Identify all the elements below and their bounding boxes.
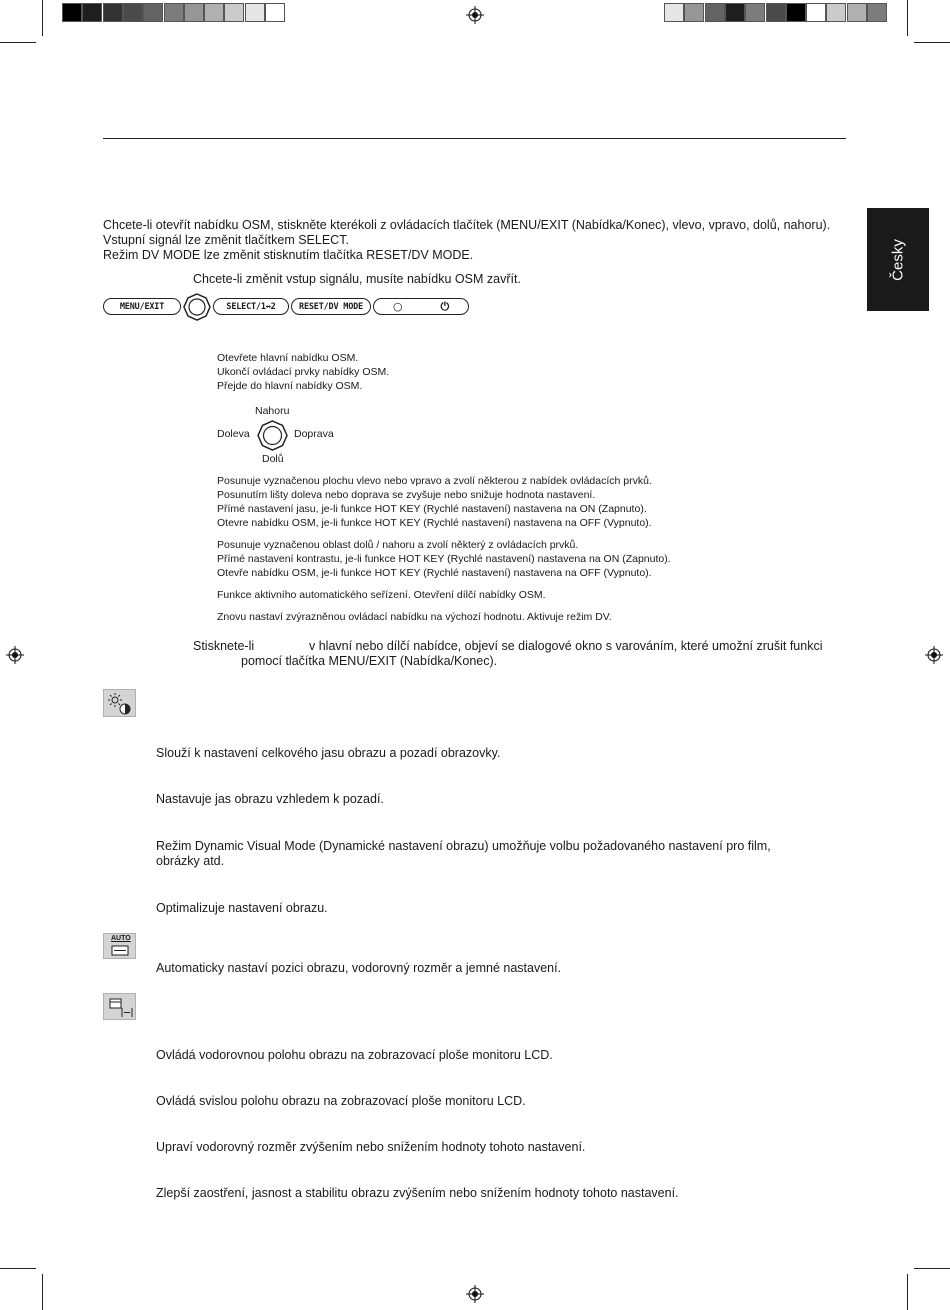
- auto-contrast-desc: Optimalizuje nastavení obrazu.: [156, 901, 328, 915]
- crop-mark: [0, 42, 36, 43]
- up-down-desc: Přímé nastavení kontrastu, je-li funkce HOT KEY (Rychlé nastavení) nastavena na ON (Zapnuto).: [217, 553, 671, 565]
- warning-text: v hlavní nebo dílčí nabídce, objeví se dialogové okno s varováním, které umožní zrušit funkci: [309, 639, 823, 653]
- crop-mark: [42, 1274, 43, 1310]
- color-swatch: [684, 3, 704, 22]
- color-swatch: [664, 3, 684, 22]
- crop-mark: [907, 0, 908, 36]
- color-bar-right: [664, 0, 888, 24]
- menu-exit-desc: Otevřete hlavní nabídku OSM.: [217, 352, 359, 364]
- color-swatch: [245, 3, 265, 22]
- language-tab: [867, 208, 929, 311]
- power-button-icon[interactable]: ⏻: [440, 299, 449, 313]
- color-bar-left: [62, 0, 286, 24]
- warning-text: pomocí tlačítka MENU/EXIT (Nabídka/Konec).: [241, 654, 498, 668]
- crop-mark: [42, 0, 43, 36]
- crop-mark: [914, 42, 950, 43]
- auto-icon-label: AUTO: [111, 935, 131, 942]
- brightness-desc: Slouží k nastavení celkového jasu obrazu a pozadí obrazovky.: [156, 746, 501, 760]
- menu-exit-desc: Přejde do hlavní nabídky OSM.: [217, 380, 363, 392]
- registration-mark-icon: [466, 1285, 484, 1303]
- left-right-desc: Otevre nabídku OSM, je-li funkce HOT KEY (Rychlé nastavení) nastavena na OFF (Vypnuto).: [217, 517, 652, 529]
- color-swatch: [705, 3, 725, 22]
- reset-dv-mode-button[interactable]: RESET/DV MODE: [291, 298, 371, 315]
- color-swatch: [806, 3, 826, 22]
- color-swatch: [103, 3, 123, 22]
- image-position-icon: [103, 993, 136, 1020]
- dpad-up-label: Nahoru: [255, 405, 290, 417]
- left-right-desc: Přímé nastavení jasu, je-li funkce HOT KEY (Rychlé nastavení) nastavena na ON (Zapnuto).: [217, 503, 647, 515]
- intro-line: Chcete-li otevřít nabídku OSM, stiskněte kterékoli z ovládacích tlačítek (MENU/EXIT (Nabídka/Konec), vlevo, vpravo, dolů, nahoru).: [103, 218, 831, 232]
- h-position-desc: Ovládá vodorovnou polohu obrazu na zobrazovací ploše monitoru LCD.: [156, 1048, 553, 1062]
- auto-adjust-icon: [103, 933, 136, 959]
- color-swatch: [766, 3, 786, 22]
- up-down-desc: Posunuje vyznačenou oblast dolů / nahoru a zvolí některý z ovládacích prvků.: [217, 539, 579, 551]
- dpad-left-label: Doleva: [217, 428, 250, 440]
- color-swatch: [847, 3, 867, 22]
- color-swatch: [867, 3, 887, 22]
- color-swatch: [265, 3, 285, 22]
- warning-text: Stisknete-li: [193, 639, 255, 653]
- menu-exit-desc: Ukončí ovládací prvky nabídky OSM.: [217, 366, 390, 378]
- left-right-desc: Posunutím lišty doleva nebo doprava se zvyšuje nebo snižuje hodnota nastavení.: [217, 489, 596, 501]
- registration-mark-icon: [925, 646, 943, 664]
- crop-mark: [914, 1268, 950, 1269]
- power-panel: [373, 298, 469, 315]
- brightness-contrast-icon: [103, 689, 136, 717]
- color-swatch: [184, 3, 204, 22]
- registration-mark-icon: [6, 646, 24, 664]
- intro-note: Chcete-li změnit vstup signálu, musíte nabídku OSM zavřít.: [193, 272, 521, 286]
- language-label: Česky: [889, 238, 907, 281]
- intro-line: Vstupní signál lze změnit tlačítkem SELECT.: [103, 233, 349, 247]
- color-swatch: [143, 3, 163, 22]
- color-swatch: [786, 3, 806, 22]
- color-swatch: [745, 3, 765, 22]
- header-rule: [103, 138, 846, 139]
- select-desc: Funkce aktivního automatického seřízení. Otevření dílčí nabídky OSM.: [217, 589, 546, 601]
- up-down-desc: Otevře nabídku OSM, je-li funkce HOT KEY (Rychlé nastavení) nastavena na OFF (Vypnuto).: [217, 567, 652, 579]
- color-swatch: [224, 3, 244, 22]
- dv-mode-desc: Režim Dynamic Visual Mode (Dynamické nastavení obrazu) umožňuje volbu požadovaného nastavení pro film,: [156, 839, 771, 853]
- dpad-diagram-icon: [257, 420, 288, 451]
- reset-desc: Znovu nastaví zvýrazněnou ovládací nabídku na výchozí hodnotu. Aktivuje režim DV.: [217, 611, 612, 623]
- color-swatch: [62, 3, 82, 22]
- crop-mark: [907, 1274, 908, 1310]
- auto-adjust-desc: Automaticky nastaví pozici obrazu, vodorovný rozměr a jemné nastavení.: [156, 961, 562, 975]
- color-swatch: [826, 3, 846, 22]
- intro-line: Režim DV MODE lze změnit stisknutím tlačítka RESET/DV MODE.: [103, 248, 474, 262]
- dpad-icon[interactable]: [183, 293, 211, 321]
- dv-mode-desc: obrázky atd.: [156, 854, 225, 868]
- h-size-desc: Upraví vodorovný rozměr zvýšením nebo snížením hodnoty tohoto nastavení.: [156, 1140, 586, 1154]
- v-position-desc: Ovládá svislou polohu obrazu na zobrazovací ploše monitoru LCD.: [156, 1094, 526, 1108]
- color-swatch: [204, 3, 224, 22]
- left-right-desc: Posunuje vyznačenou plochu vlevo nebo vpravo a zvolí některou z nabídek ovládacích prvků.: [217, 475, 652, 487]
- crop-mark: [0, 1268, 36, 1269]
- color-swatch: [123, 3, 143, 22]
- registration-mark-icon: [466, 6, 484, 24]
- color-swatch: [164, 3, 184, 22]
- dpad-right-label: Doprava: [294, 428, 334, 440]
- contrast-desc: Nastavuje jas obrazu vzhledem k pozadí.: [156, 792, 384, 806]
- led-indicator-icon: ○: [393, 300, 403, 313]
- color-swatch: [725, 3, 745, 22]
- color-swatch: [82, 3, 102, 22]
- dpad-down-label: Dolů: [262, 453, 284, 465]
- menu-exit-button[interactable]: MENU/EXIT: [103, 298, 181, 315]
- select-button[interactable]: SELECT/1↔2: [213, 298, 289, 315]
- fine-desc: Zlepší zaostření, jasnost a stabilitu obrazu zvýšením nebo snížením hodnoty tohoto nastavení.: [156, 1186, 679, 1200]
